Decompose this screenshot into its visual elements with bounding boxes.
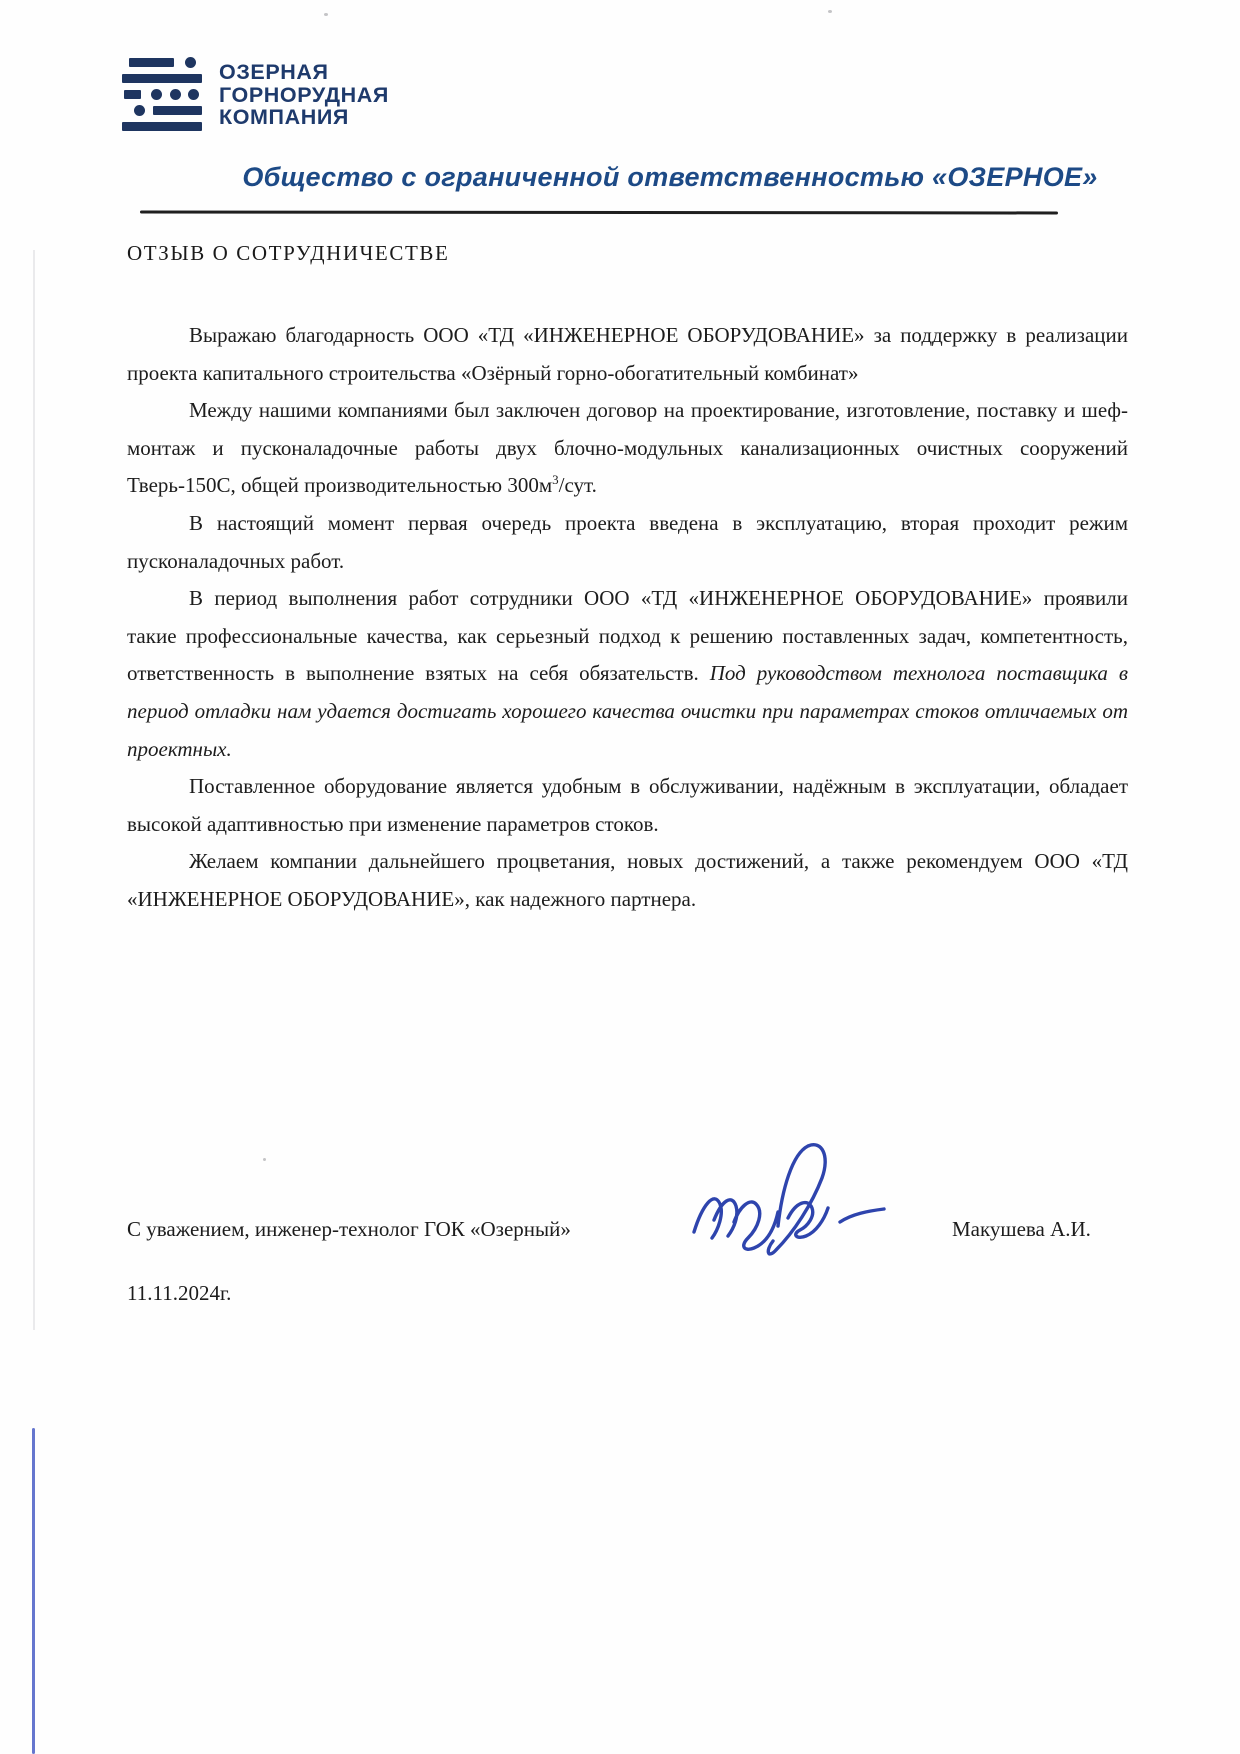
letter-body (127, 317, 1128, 919)
paragraph-5: Поставленное оборудование является удобным в обслуживании, надёжным в эксплуатации, обладает высокой адаптивностью при изменение параметров стоков. (127, 774, 1128, 836)
scan-edge-line-blue (32, 1428, 35, 1754)
paragraph-2-text: Между нашими компаниями был заключен договор на проектирование, изготовление, поставку и шеф-монтаж и пусконаладочные работы двух блочно-модульных канализационных очистных сооружений Тверь-150С, общей производительностью 300м (127, 398, 1128, 498)
paragraph-4 (127, 580, 1128, 768)
company-name-line3: КОМПАНИЯ (219, 105, 349, 129)
company-name-line2: ГОРНОРУДНАЯ (219, 82, 389, 107)
paragraph-2-unit: /сут. (558, 473, 597, 498)
paragraph-2-superscript: 3 (552, 472, 559, 488)
paragraph-3: В настоящий момент первая очередь проекта введена в эксплуатацию, вторая проходит режим пусконаладочных работ. (127, 510, 1128, 573)
scan-speck (828, 10, 832, 13)
handwritten-signature-icon (688, 1138, 898, 1266)
organization-title: Общество с ограниченной ответственностью «ОЗЕРНОЕ» (242, 162, 1098, 192)
document-date: 11.11.2024г. (127, 1281, 232, 1305)
paragraph-2 (127, 392, 1128, 505)
document-heading: ОТЗЫВ О СОТРУДНИЧЕСТВЕ (127, 241, 450, 265)
company-name-line1: ОЗЕРНАЯ (219, 60, 329, 84)
scan-speck (263, 1158, 266, 1161)
paragraph-1: Выражаю благодарность ООО «ТД «ИНЖЕНЕРНОЕ ОБОРУДОВАНИЕ» за поддержку в реализации проекта капитального строительства «Озёрный горно-обогатительный комбинат» (127, 323, 1128, 385)
paragraph-6: Желаем компании дальнейшего процветания, новых достижений, а также рекомендуем ООО «ТД «ИНЖЕНЕРНОЕ ОБОРУДОВАНИЕ», как надежного партнера. (127, 849, 1128, 911)
scan-edge-line (33, 250, 35, 1330)
signature-closing: С уважением, инженер-технолог ГОК «Озерный» (127, 1217, 571, 1241)
signatory-name: Макушева А.И. (952, 1217, 1091, 1241)
company-logo-icon (122, 58, 202, 137)
header-divider (140, 211, 1058, 215)
scan-speck (324, 13, 328, 16)
paragraph-4-normal: В период выполнения работ сотрудники ООО «ТД «ИНЖЕНЕРНОЕ ОБОРУДОВАНИЕ» проявили такие профессиональные качества, как серьезный подход к решению поставленных задач, компетентность, ответственность в выполнение взятых на себя обязательств. (127, 586, 1128, 686)
paragraph-4-italic: Под руководством технолога поставщика в период отладки нам удается достигать хорошего качества очистки при параметрах стоков отличаемых от проектных. (127, 661, 1128, 761)
company-name (219, 58, 389, 137)
letterhead (122, 58, 389, 137)
